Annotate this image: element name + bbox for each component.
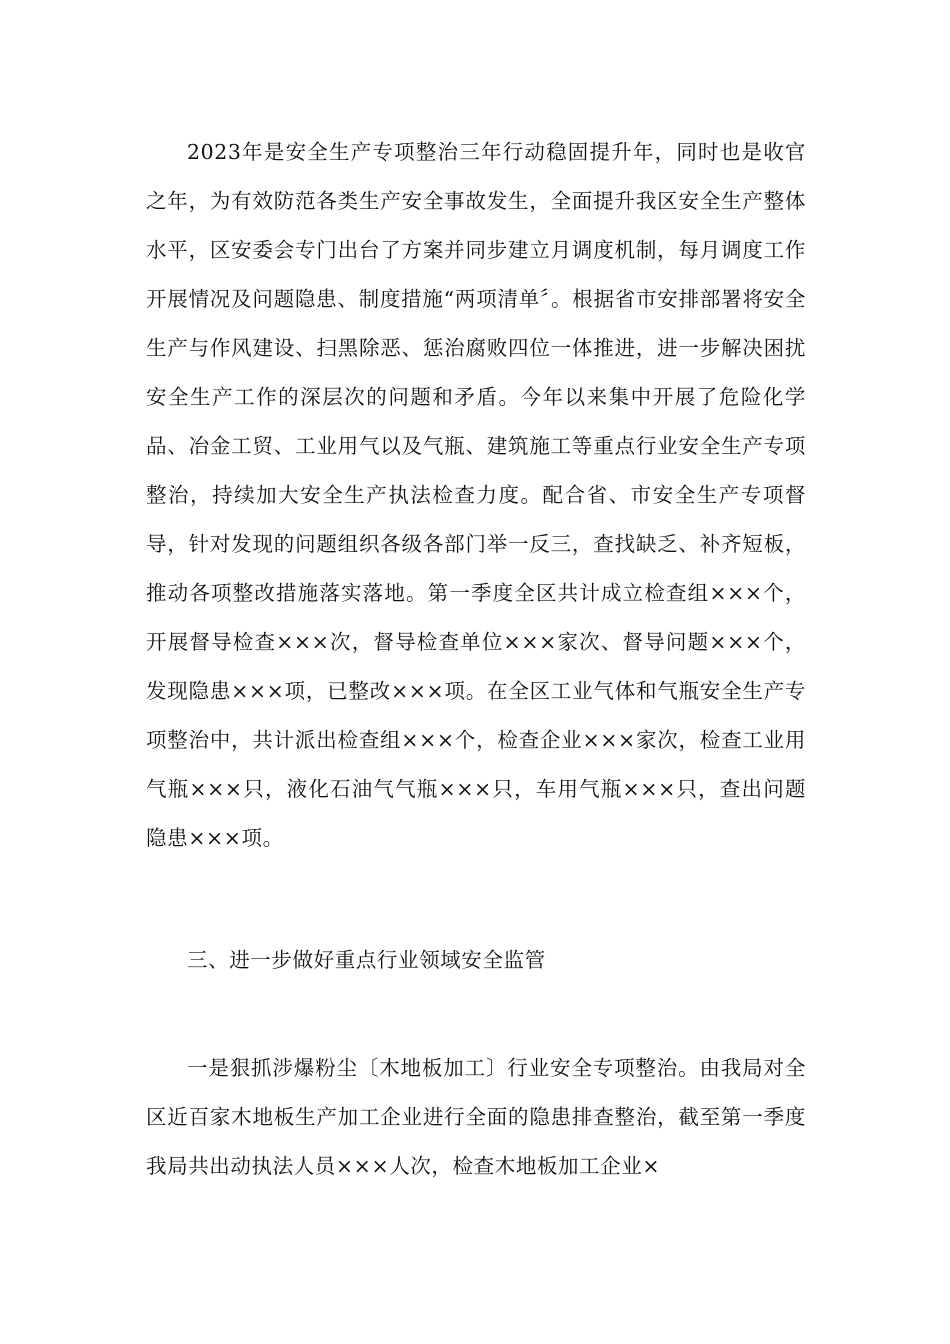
body-paragraph: 2023年是安全生产专项整治三年行动稳固提升年，同时也是收官之年，为有效防范各类生产安全事故发生，全面提升我区安全生产整体水平，区安委会专门出台了方案并同步建立月调度机制，每月调度工作开展情况及问题隐患、制度措施“两项清单〞。根据省市安排部署将安全生产与作风建设、扫黑除恶、惩治腐败四位一体推进，进一步解决困扰安全生产工作的深层次的问题和矛盾。今年以来集中开展了危险化学品、冶金工贸、工业用气以及气瓶、建筑施工等重点行业安全生产专项整治，持续加大安全生产执法检查力度。配合省、市安全生产专项督导，针对发现的问题组织各级各部门举一反三，查找缺乏、补齐短板，推动各项整改措施落实落地。第一季度全区共计成立检查组×××个，开展督导检查×××次，督导检查单位×××家次、督导问题×××个，发现隐患×××项，已整改×××项。在全区工业气体和气瓶安全生产专项整治中，共计派出检查组×××个，检查企业×××家次，检查工业用气瓶×××只，液化石油气气瓶×××只，车用气瓶×××只，查出问题隐患×××项。 [146,140,806,850]
body-paragraph: 一是狠抓涉爆粉尘〔木地板加工〕行业安全专项整治。由我局对全区近百家木地板生产加工企业进行全面的隐患排查整治，截至第一季度我局共出动执法人员×××人次，检查木地板加工企业× [146,1056,806,1178]
section-heading: 三、进一步做好重点行业领域安全监管 [187,948,546,972]
